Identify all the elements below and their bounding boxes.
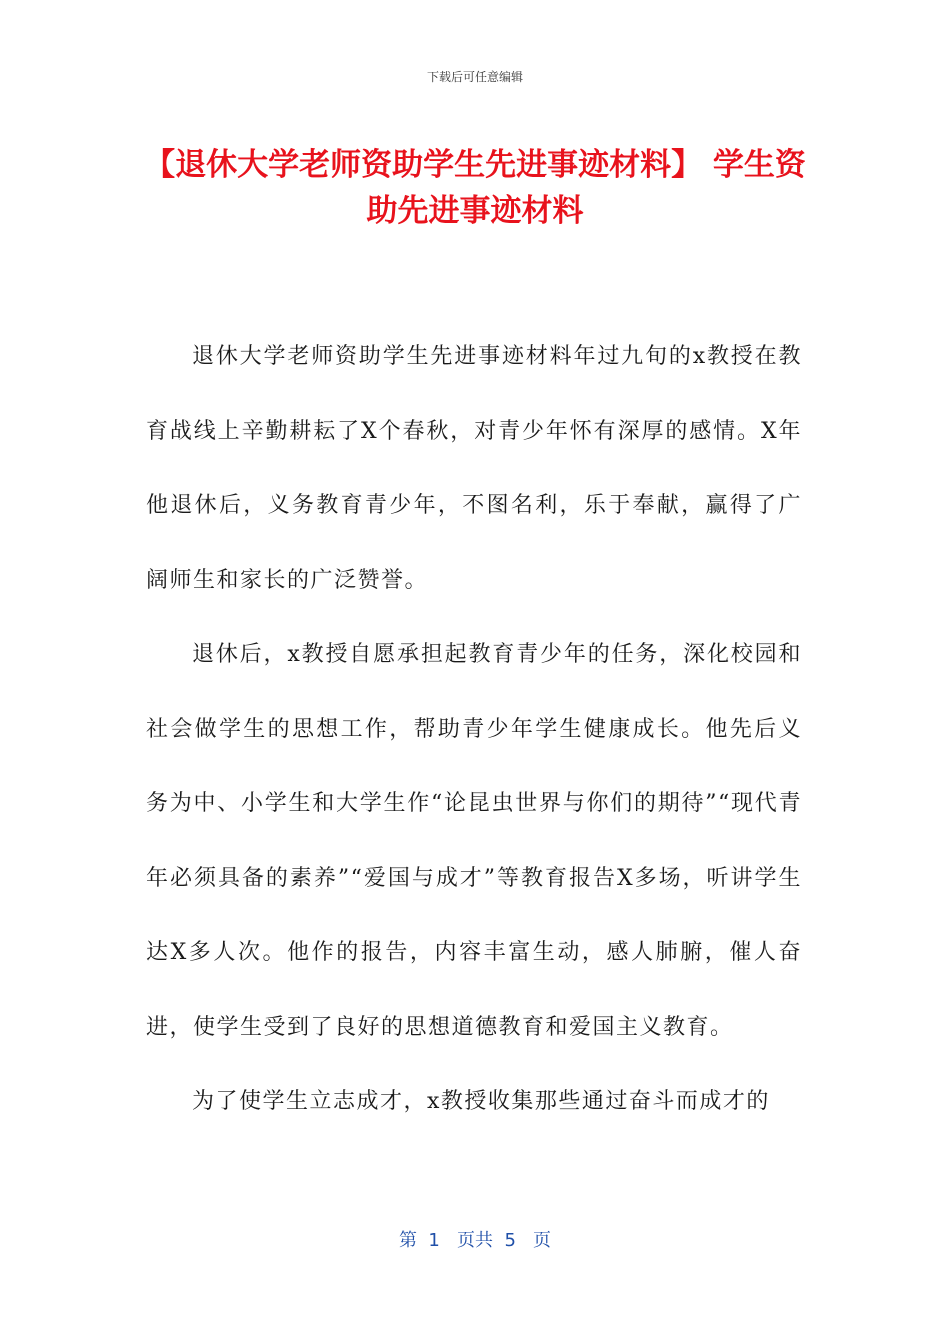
document-body — [146, 320, 802, 1140]
document-title: 【退休大学老师资助学生先进事迹材料】 学生资助先进事迹材料 — [144, 147, 806, 229]
header-note: 下载后可任意编辑 — [426, 70, 523, 84]
paragraph-2: 退休后，x教授自愿承担起教育青少年的任务，深化校园和社会做学生的思想工作，帮助青少年学生健康成长。他先后义务为中、小学生和大学生作“论昆虫世界与你们的期待”“现代青年必须具备的素养”“爱国与成才”等教育报告X多场，听讲学生达X多人次。他作的报告，内容丰富生动，感人肺腑，催人奋进，使学生受到了良好的思想道德教育和爱国主义教育。 — [146, 642, 802, 1040]
paragraph-1: 退休大学老师资助学生先进事迹材料年过九旬的x教授在教育战线上辛勤耕耘了X个春秋，对青少年怀有深厚的感情。X年他退休后，义务教育青少年，不图名利，乐于奉献，赢得了广阔师生和家长的广泛赞誉。 — [146, 344, 802, 593]
page-number-footer — [0, 1226, 950, 1252]
page-number-label: 第 1 页共 5 页 — [398, 1230, 552, 1251]
paragraph-3: 为了使学生立志成才，x教授收集那些通过奋斗而成才的 — [192, 1089, 770, 1114]
